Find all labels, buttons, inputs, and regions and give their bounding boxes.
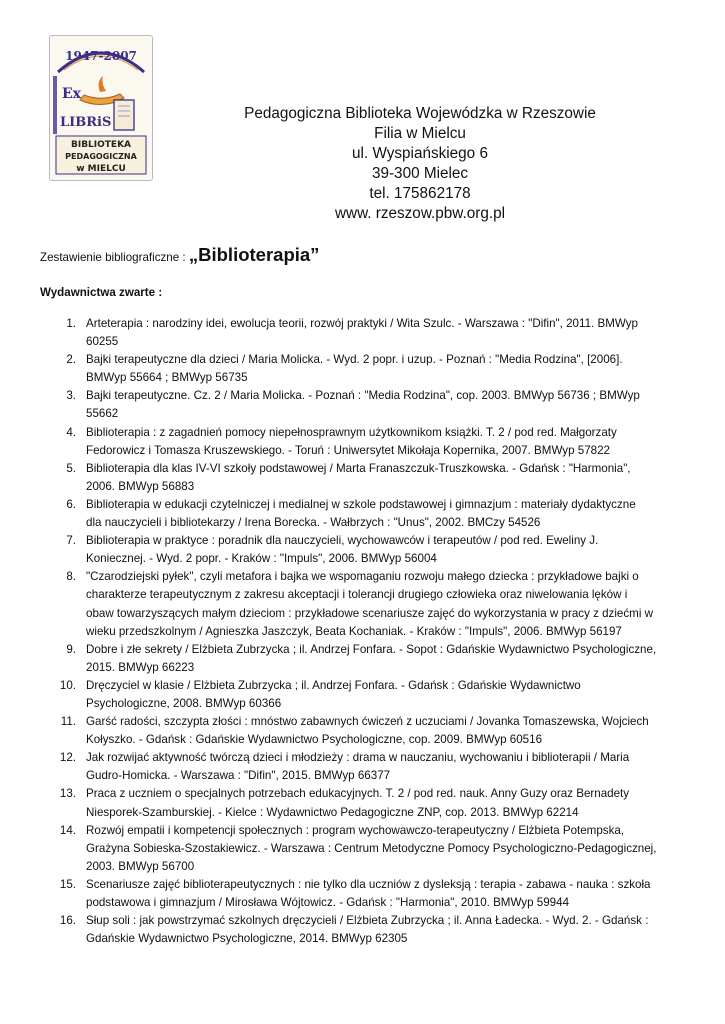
entry-number: 2. [66,353,76,367]
entry-number: 1. [66,317,76,330]
entry-text-line: podstawowa i gimnazjum / Mirosława Wójtowicz. - Gdańsk : "Harmonia", 2010. BMWyp 59944 [86,896,570,909]
bibliography-entry [40,351,690,387]
logo-ex: Ex [62,86,82,102]
entry-number: 4. [66,425,76,439]
street-address: ul. Wyspiańskiego 6 [352,145,488,162]
entry-text-line: Kołyszko. - Gdańsk : Gdańskie Wydawnictwo Psychologiczne, cop. 2009. BMWyp 60516 [86,733,543,747]
library-name: Pedagogiczna Biblioteka Wojewódzka w Rzeszowie [244,105,596,122]
postal-city: 39-300 Mielec [371,165,469,182]
library-address-block [190,104,650,224]
entry-text-line: Jak rozwijać aktywność twórczą dzieci i młodzieży : drama w nauczaniu, wychowaniu i biblioterapii / Maria [86,751,630,765]
entry-text-line: charakterze terapeutycznym z zakresu akceptacji i tolerancji drugiego człowieka oraz niwelowania lęków i [86,588,628,602]
website-link[interactable]: www. rzeszow.pbw.org.pl [334,205,506,222]
entry-number: 14. [59,823,76,837]
entry-number: 12. [59,751,76,765]
entry-text-line: Biblioterapia : z zagadnień pomocy niepełnosprawnym użytkownikom książki. T. 2 / pod red. Małgorzaty [86,425,617,439]
entry-text-line: Arteterapia : narodziny idei, ewolucja teorii, rozwój praktyki / Wita Szulc. - Warszawa : "Difin", 2011. BMWyp [86,317,638,330]
entry-text-line: Biblioterapia w praktyce : poradnik dla nauczycieli, wychowawców i terapeutów / pod red. Eweliny J. [86,534,599,548]
entry-number: 5. [66,461,76,475]
entry-number: 9. [66,642,76,656]
title-topic: „Biblioterapia” [188,244,320,265]
entry-text-line: Dręczyciel w klasie / Elżbieta Zubrzycka ; il. Andrzej Fonfara. - Gdańsk : Gdańskie Wydawnictwo [86,678,581,692]
entry-text-line: Gudro-Homicka. - Warszawa : "Difin", 2015. BMWyp 66377 [86,769,391,783]
bibliography-entry [40,460,690,496]
document-title [40,244,319,266]
entry-number: 11. [60,715,76,729]
bibliography-entry [40,532,690,568]
entry-text-line: 60255 [86,335,119,349]
entry-text-line: Bajki terapeutyczne. Cz. 2 / Maria Molicka. - Poznań : "Media Rodzina", cop. 2003. BMWyp 56736 ; BMWyp [86,389,640,403]
entry-text-line: Fedorowicz i Tomasza Kruszewskiego. - Toruń : Uniwersytet Mikołaja Kopernika, 2007. BMWyp 57822 [86,443,610,457]
bibliography-entry [40,315,690,351]
entry-text-line: Słup soli : jak powstrzymać szkolnych dręczycieli / Elżbieta Zubrzycka ; il. Anna Ładecka. - Wyd. 2. - Gdańsk : [86,914,649,928]
entry-number: 13. [59,787,76,801]
entry-number: 7. [66,534,76,548]
bibliography-entry [40,785,690,821]
entry-text-line: 55662 [86,407,119,421]
entry-text-line: Grażyna Sobieska-Szostakiewicz. - Warszawa : Centrum Metodyczne Pomocy Psychologiczno-Pedagogicznej, [86,841,657,855]
entry-text-line: 2006. BMWyp 56883 [86,479,195,493]
entry-number: 16. [59,914,76,928]
bibliography-entry [40,749,690,785]
bibliography-entry [40,387,690,423]
entry-number: 8. [66,570,76,584]
entry-text-line: Gdańskie Wydawnictwo Psychologiczne, 2014. BMWyp 62305 [86,932,408,946]
bibliography-entry [40,912,690,948]
entry-text-line: BMWyp 55664 ; BMWyp 56735 [86,371,248,385]
entry-number: 3. [66,389,76,403]
entry-text-line: Niesporek-Szamburskiej. - Kielce : Wydawnictwo Pedagogiczne ZNP, cop. 2013. BMWyp 62214 [86,805,579,819]
entry-text-line: Biblioterapia dla klas IV-VI szkoły podstawowej / Marta Franaszczuk-Truszkowska. - Gdańsk : "Harmonia", [86,461,631,475]
entry-text-line: Koniecznej. - Wyd. 2 popr. - Kraków : "Impuls", 2006. BMWyp 56004 [86,552,437,566]
entry-text-line: Rozwój empatii i kompetencji społecznych : program wychowawczo-terapeutyczny / Elżbieta Potempska, [86,823,625,837]
entry-text-line: Bajki terapeutyczne dla dzieci / Maria Molicka. - Wyd. 2 popr. i uzup. - Poznań : "Media Rodzina", [2006]. [86,353,623,367]
logo-line-3: w MIELCU [76,164,126,174]
bibliography-entry [40,677,690,713]
entry-text-line: Biblioterapia w edukacji czytelniczej i medialnej w szkole podstawowej i gimnazjum : materiały dydaktyczne [86,497,636,511]
entry-number: 10. [59,678,76,692]
logo-line-2: PEDAGOGICZNA [65,152,137,161]
entry-number: 6. [66,497,76,511]
logo-libris: LIBRiS [60,115,112,130]
bibliography-entry [40,713,690,749]
bibliography-entry [40,496,690,532]
entry-text-line: Psychologiczne, 2008. BMWyp 60366 [86,696,282,710]
entry-text-line: obaw towarzyszących małym dzieciom : przykładowe scenariusze zajęć do wykorzystania w pracy z dziećmi w [86,606,654,620]
bibliography-entry [40,568,690,640]
bibliography-entry [40,424,690,460]
entry-text-line: Scenariusze zajęć biblioterapeutycznych : nie tylko dla uczniów z dysleksją : terapia - zabawa - nauka : szkoła [86,877,651,891]
ex-libris-emblem [50,36,152,180]
entry-text-line: 2015. BMWyp 66223 [86,660,195,674]
bibliography-list [40,315,690,948]
entry-text-line: 2003. BMWyp 56700 [86,859,195,873]
bibliography-entry [40,822,690,876]
phone-number: tel. 175862178 [369,185,471,202]
entry-text-line: dla nauczycieli i bibliotekarzy / Irena Borecka. - Wałbrzych : "Unus", 2002. BMCzy 54526 [86,516,541,530]
section-heading: Wydawnictwa zwarte : [40,286,163,299]
entry-text-line: Praca z uczniem o specjalnych potrzebach edukacyjnych. T. 2 / pod red. nauk. Anny Guzy oraz Bernadety [86,787,630,801]
entry-text-line: Garść radości, szczypta złości : mnóstwo zabawnych ćwiczeń z uczuciami / Jovanka Tomaszewska, Wojciech [86,715,649,729]
entry-text-line: "Czarodziejski pyłek", czyli metafora i bajka we wspomaganiu rozwoju małego dziecka : przykładowe bajki o [86,570,639,584]
logo-years: 1947-2007 [65,49,137,63]
entry-text-line: Dobre i złe sekrety / Elżbieta Zubrzycka ; il. Andrzej Fonfara. - Sopot : Gdańskie Wydawnictwo Psychologiczne, [86,642,657,656]
bibliography-entry [40,876,690,912]
entry-number: 15. [59,877,76,891]
bibliography-entry [40,641,690,677]
logo-line-1: BIBLIOTEKA [70,140,132,150]
branch-name: Filia w Mielcu [374,125,466,142]
title-label: Zestawienie bibliograficzne : [40,251,189,264]
ex-libris-logo [49,35,153,181]
entry-text-line: wieku przedszkolnym / Agnieszka Jaszczyk, Beata Kochaniak. - Kraków : "Impuls", 2006. BMWyp 56197 [86,624,622,638]
